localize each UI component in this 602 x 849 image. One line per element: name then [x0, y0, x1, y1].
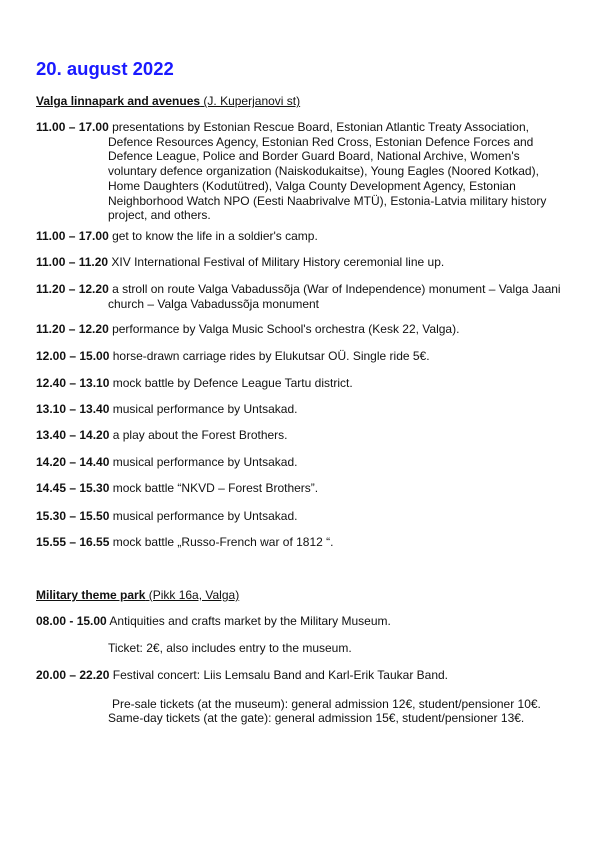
entry-time: 12.00 – 15.00: [36, 349, 110, 363]
section-heading-name: Military theme park: [36, 588, 146, 602]
section-heading-location: (Pikk 16a, Valga): [145, 588, 240, 602]
schedule-entry: [36, 120, 564, 223]
section-heading: [36, 588, 239, 602]
schedule-entry: [36, 255, 564, 270]
entry-text: Festival concert: Liis Lemsalu Band and Karl-Erik Taukar Band.: [109, 668, 449, 682]
schedule-entry: [36, 668, 564, 683]
entry-time: 15.30 – 15.50: [36, 509, 110, 523]
entry-time: 11.00 – 17.00: [36, 120, 109, 134]
entry-text: a stroll on route Valga Vabadussõja (War of Independence) monument – Valga Jaani church – Valga Vabadussõja monument: [108, 282, 561, 311]
entry-time: 11.00 – 17.00: [36, 229, 109, 243]
entry-text: musical performance by Untsakad.: [109, 509, 298, 523]
schedule-entry: [36, 376, 564, 391]
entry-text: mock battle „Russo-French war of 1812 “.: [109, 535, 334, 549]
schedule-entry: [36, 322, 564, 337]
entry-time: 14.20 – 14.40: [36, 455, 110, 469]
entry-time: 15.55 – 16.55: [36, 535, 110, 549]
entry-text: Antiquities and crafts market by the Military Museum.: [106, 614, 391, 628]
entry-text: mock battle “NKVD – Forest Brothers”.: [109, 481, 319, 495]
entry-time: 13.40 – 14.20: [36, 428, 110, 442]
schedule-entry: [36, 402, 564, 417]
schedule-entry: [36, 509, 564, 524]
entry-text: musical performance by Untsakad.: [109, 455, 298, 469]
schedule-entry: [36, 282, 564, 311]
entry-time: 14.45 – 15.30: [36, 481, 110, 495]
ticket-note: Ticket: 2€, also includes entry to the museum.: [108, 641, 352, 655]
entry-text: presentations by Estonian Rescue Board, Estonian Atlantic Treaty Association, Defence Resources Agency, Estonian Red Cross, Estonian Defence Forces and Defence League, Police and Border Guard Board, National Archive, Women's voluntary defence organization (Naiskodukaitse), Young Eagles (Noored Kotkad), Home Daughters (Kodutütred), Valga County Development Agency, Estonian Neighborhood Watch NPO (Eesti Naabrivalve MTÜ), Estonia-Latvia military history project, and others.: [108, 120, 547, 223]
entry-time: 08.00 - 15.00: [36, 614, 107, 628]
entry-time: 12.40 – 13.10: [36, 376, 110, 390]
entry-time: 11.20 – 12.20: [36, 322, 109, 336]
entry-text: a play about the Forest Brothers.: [109, 428, 288, 442]
schedule-entry: [36, 349, 564, 364]
sameday-ticket-note: Same-day tickets (at the gate): general admission 15€, student/pensioner 13€.: [108, 711, 525, 725]
presale-ticket-note: Pre-sale tickets (at the museum): general admission 12€, student/pensioner 10€.: [112, 697, 541, 711]
schedule-entry: [36, 481, 564, 496]
schedule-entry: [36, 535, 564, 550]
schedule-entry: [36, 229, 564, 244]
entry-text: mock battle by Defence League Tartu district.: [109, 376, 353, 390]
section-heading: [36, 94, 300, 108]
entry-text: horse-drawn carriage rides by Elukutsar OÜ. Single ride 5€.: [109, 349, 430, 363]
entry-time: 13.10 – 13.40: [36, 402, 110, 416]
page-title: 20. august 2022: [36, 58, 174, 79]
entry-time: 11.20 – 12.20: [36, 282, 109, 296]
entry-time: 20.00 – 22.20: [36, 668, 110, 682]
entry-text: get to know the life in a soldier's camp.: [108, 229, 318, 243]
entry-text: musical performance by Untsakad.: [109, 402, 298, 416]
section-heading-name: Valga linnapark and avenues: [36, 94, 201, 108]
section-heading-location: (J. Kuperjanovi st): [200, 94, 301, 108]
schedule-entry: [36, 455, 564, 470]
entry-text: performance by Valga Music School's orchestra (Kesk 22, Valga).: [108, 322, 460, 336]
entry-time: 11.00 – 11.20: [36, 255, 109, 269]
schedule-entry: [36, 614, 564, 629]
entry-text: XIV International Festival of Military History ceremonial line up.: [108, 255, 445, 269]
schedule-entry: [36, 428, 564, 443]
